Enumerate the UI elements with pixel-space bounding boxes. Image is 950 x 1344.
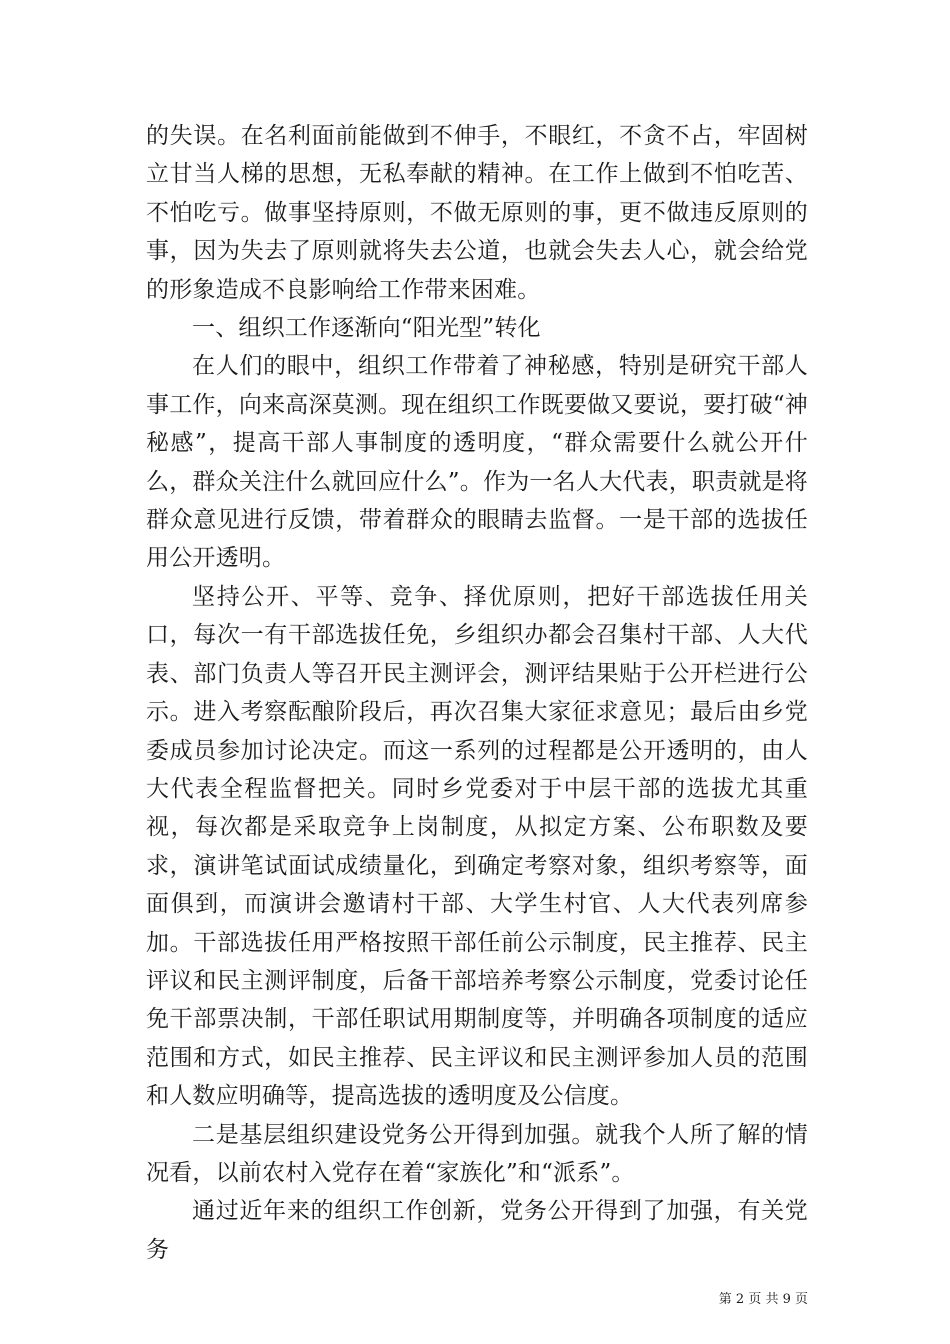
document-body [146,117,808,1269]
paragraph-innovation: 通过近年来的组织工作创新，党务公开得到了加强，有关党务 [146,1198,808,1263]
paragraph-party-affairs: 二是基层组织建设党务公开得到加强。就我个人所了解的情况看，以前农村入党存在着“家族化”和“派系”。 [146,1121,808,1186]
page-number-footer: 第 2 页 共 9 页 [718,1292,808,1307]
paragraph-cadre-selection: 坚持公开、平等、竞争、择优原则，把好干部选拔任用关口，每次一有干部选拔任免，乡组织办都会召集村干部、人大代表、部门负责人等召开民主测评会，测评结果贴于公开栏进行公示。进入考察酝酿阶段后，再次召集大家征求意见；最后由乡党委成员参加讨论决定。而这一系列的过程都是公开透明的，由人大代表全程监督把关。同时乡党委对于中层干部的选拔尤其重视，每次都是采取竞争上岗制度，从拟定方案、公布职数及要求，演讲笔试面试成绩量化，到确定考察对象，组织考察等，面面俱到，而演讲会邀请村干部、大学生村官、人大代表列席参加。干部选拔任用严格按照干部任前公示制度，民主推荐、民主评议和民主测评制度，后备干部培养考察公示制度，党委讨论任免干部票决制，干部任职试用期制度等，并明确各项制度的适应范围和方式，如民主推荐、民主评议和民主测评参加人员的范围和人数应明确等，提高选拔的透明度及公信度。 [146,583,808,1110]
section-heading: 一、组织工作逐渐向“阳光型”转化 [192,315,541,342]
paragraph-organization-work: 在人们的眼中，组织工作带着了神秘感，特别是研究干部人事工作，向来高深莫测。现在组织工作既要做又要说，要打破“神秘感”，提高干部人事制度的透明度，“群众需要什么就公开什么，群众关注什么就回应什么”。作为一名人大代表，职责就是将群众意见进行反馈，带着群众的眼睛去监督。一是干部的选拔任用公开透明。 [146,353,808,572]
paragraph-continued: 的失误。在名利面前能做到不伸手，不眼红，不贪不占，牢固树立甘当人梯的思想，无私奉献的精神。在工作上做到不怕吃苦、不怕吃亏。做事坚持原则，不做无原则的事，更不做违反原则的事，因为失去了原则就将失去公道，也就会失去人心，就会给党的形象造成不良影响给工作带来困难。 [146,123,808,303]
